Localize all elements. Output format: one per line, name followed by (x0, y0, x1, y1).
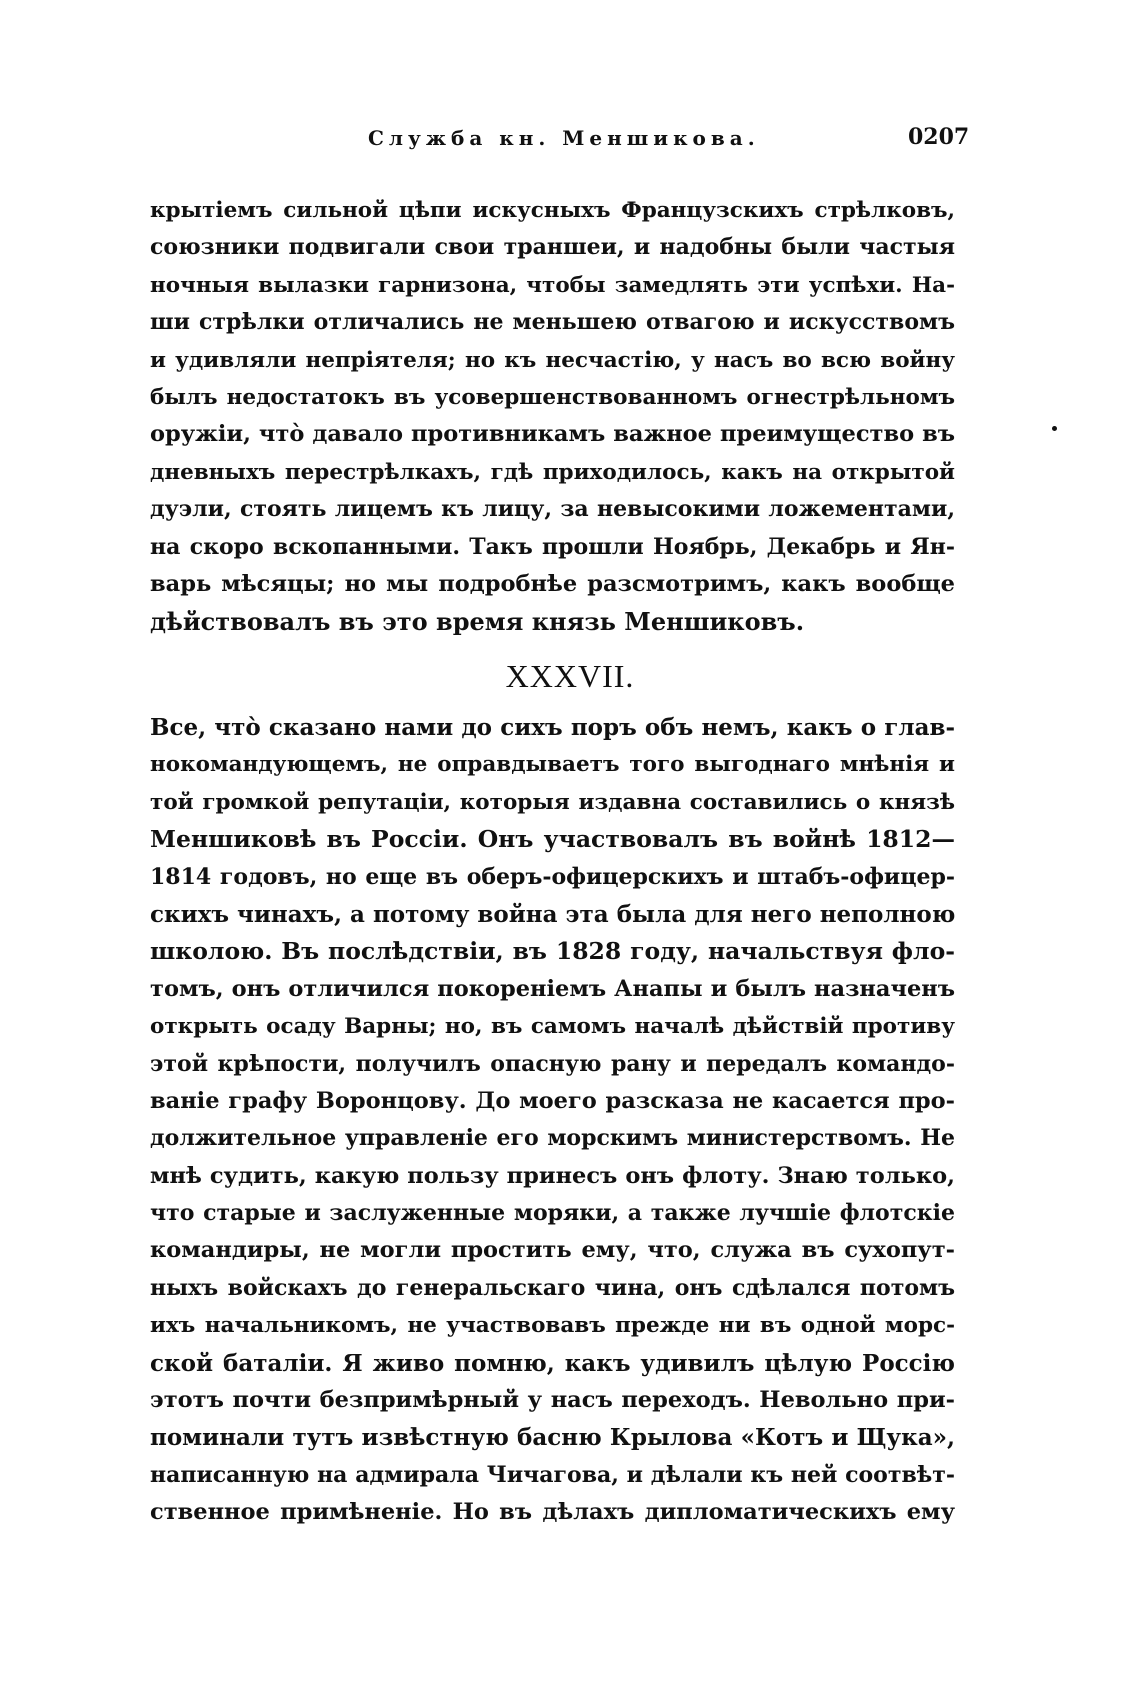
text-line: 1814 годовъ, но еще въ оберъ-офицерскихъ и штабъ-офицер- (150, 863, 955, 890)
text-line: этотъ почти безпримѣрный у насъ переходъ. Невольно при- (150, 1387, 955, 1414)
ink-speck (1052, 426, 1057, 431)
paragraph-2 (150, 709, 955, 1532)
text-line: крытіемъ сильной цѣпи искусныхъ Французскихъ стрѣлковъ, (150, 198, 955, 223)
text-line: дневныхъ перестрѣлкахъ, гдѣ приходилось, какъ на открытой (150, 459, 955, 485)
text-line: поминали тутъ извѣстную басню Крылова «Котъ и Щука», (150, 1424, 955, 1452)
text-line: открыть осаду Варны; но, въ самомъ началѣ дѣйствій противу (150, 1014, 955, 1040)
paragraph-1 (150, 192, 955, 641)
text-line: той громкой репутаціи, которыя издавна составились о князѣ (150, 789, 955, 815)
text-line: былъ недостатокъ въ усовершенствованномъ огнестрѣльномъ (150, 384, 955, 410)
text-line: ской баталіи. Я живо помню, какъ удивилъ цѣлую Россію (150, 1349, 955, 1377)
text-line: на скоро вскопанными. Такъ прошли Ноябрь, Декабрь и Ян- (150, 533, 955, 560)
text-line: мнѣ судить, какую пользу принесъ онъ флоту. Знаю только, (150, 1162, 955, 1189)
text-line: ши стрѣлки отличались не меньшею отвагою и искусствомъ (150, 309, 955, 336)
text-line: нокомандующемъ, не оправдываетъ того выгоднаго мнѣнія и (150, 752, 955, 778)
text-line: дѣйствовалъ въ это время князь Меншиковъ. (150, 607, 805, 637)
text-line: дуэли, стоять лицемъ къ лицу, за невысокими ложементами, (150, 496, 955, 523)
text-line: скихъ чинахъ, а потому война эта была для него неполною (150, 900, 955, 928)
text-line: школою. Въ послѣдствіи, въ 1828 году, начальствуя фло- (150, 937, 955, 966)
text-line: Все, что̀ сказано нами до сихъ поръ объ немъ, какъ о глав- (150, 714, 955, 741)
text-line: написанную на адмирала Чичагова, и дѣлали къ ней соотвѣт- (150, 1461, 955, 1488)
text-line: ныхъ войскахъ до генеральскаго чина, онъ сдѣлался потомъ (150, 1274, 955, 1301)
section-heading: XXXVII. (505, 658, 635, 694)
text-line: варь мѣсяцы; но мы подробнѣе разсмотримъ, какъ вообще (150, 570, 955, 597)
text-line: оружіи, что̀ давало противникамъ важное преимущество въ (150, 421, 955, 448)
text-line: командиры, не могли простить ему, что, служа въ сухопут- (150, 1237, 955, 1264)
text-line: Меншиковѣ въ Россіи. Онъ участвовалъ въ войнѣ 1812— (150, 825, 955, 854)
text-line: ночныя вылазки гарнизона, чтобы замедлять эти успѣхи. На- (150, 272, 955, 298)
text-line: ваніе графу Воронцову. До моего разсказа не касается про- (150, 1087, 955, 1114)
text-line: и удивляли непріятеля; но къ несчастію, у насъ во всю войну (150, 347, 955, 373)
page-number: 0207 (908, 124, 970, 150)
text-line: ихъ начальникомъ, не участвовавъ прежде ни въ одной морс- (150, 1313, 955, 1339)
text-line: ственное примѣненіе. Но въ дѣлахъ дипломатическихъ ему (150, 1499, 955, 1526)
text-line: союзники подвигали свои траншеи, и надобны были частыя (150, 234, 955, 261)
text-line: должительное управленіе его морскимъ министерствомъ. Не (150, 1125, 955, 1152)
running-title: Служба кн. Меншикова. (368, 126, 760, 150)
text-line: этой крѣпости, получилъ опасную рану и передалъ командо- (150, 1050, 955, 1077)
text-line: что старые и заслуженные моряки, а также лучшіе флотскіе (150, 1200, 955, 1227)
text-line: томъ, онъ отличился покореніемъ Анапы и былъ назначенъ (150, 975, 955, 1002)
